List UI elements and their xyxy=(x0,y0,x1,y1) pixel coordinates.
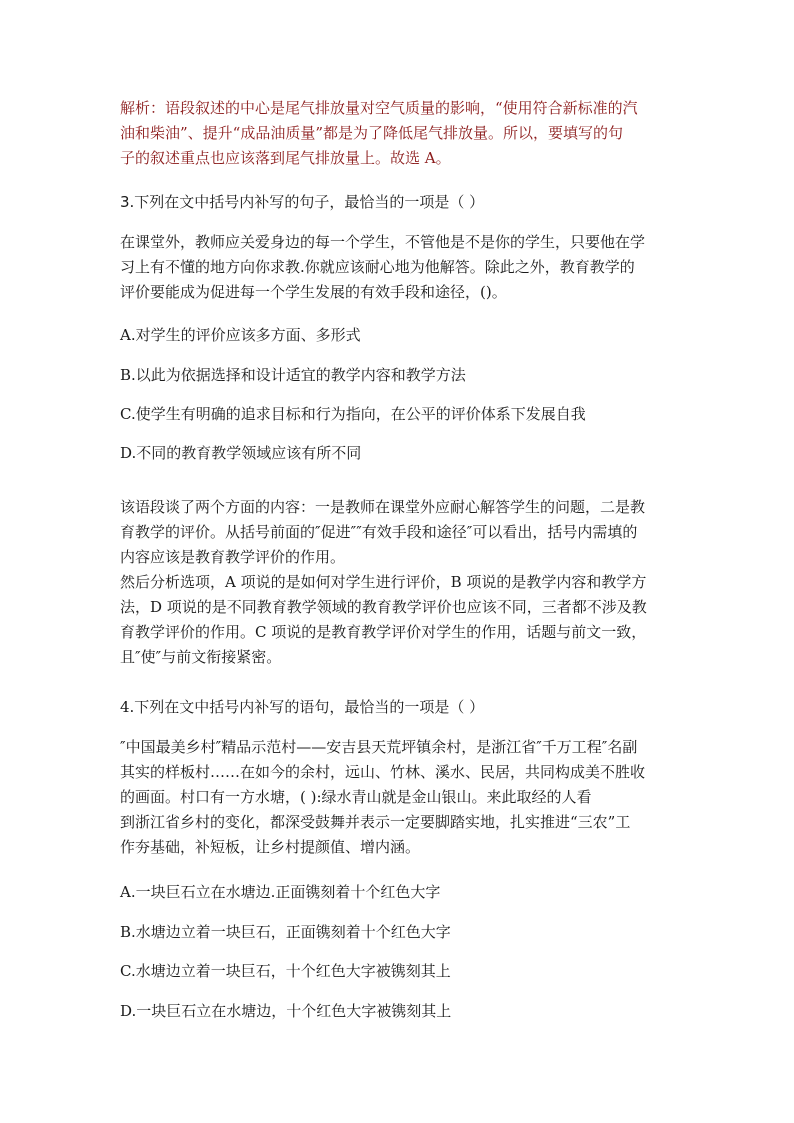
question-title-text: 4.下列在文中括号内补写的语句，最恰当的一项是（ ） xyxy=(120,698,485,716)
option-a xyxy=(120,880,690,905)
option-text: D.一块巨石立在水塘边，十个红色大字被镌刻其上 xyxy=(120,1002,452,1020)
passage-line: 作夯基础，补短板，让乡村提颜值、增内涵。 xyxy=(120,838,421,856)
option-text: B.水塘边立着一块巨石，正面镌刻着十个红色大字 xyxy=(120,923,451,941)
option-b xyxy=(120,363,690,388)
passage-line: 评价要能成为促进每一个学生发展的有效手段和途径，()。 xyxy=(120,283,507,301)
question-4-passage xyxy=(120,735,690,860)
analysis-line: 育教学评价的作用。C 项说的是教育教学评价对学生的作用，话题与前文一致， xyxy=(120,623,647,641)
passage-line: 的画面。村口有一方水塘，( ):绿水青山就是金山银山。来此取经的人看 xyxy=(120,788,592,806)
passage-line: ″中国最美乡村″精品示范村——安吉县天荒坪镇余村，是浙江省″千万工程″名副 xyxy=(120,738,638,756)
analysis-line: 内容应该是教育教学评价的作用。 xyxy=(120,548,346,566)
option-d xyxy=(120,999,690,1024)
question-3-passage xyxy=(120,230,690,305)
option-text: C.使学生有明确的追求目标和行为指向，在公平的评价体系下发展自我 xyxy=(120,405,586,423)
previous-answer-analysis xyxy=(120,96,690,171)
question-title-text: 3.下列在文中括号内补写的句子，最恰当的一项是（ ） xyxy=(120,193,485,211)
analysis-line: 子的叙述重点也应该落到尾气排放量上。故选 A。 xyxy=(120,149,451,167)
analysis-line: 且″使″与前文衔接紧密。 xyxy=(120,648,282,666)
passage-line: 在课堂外，教师应关爱身边的每一个学生，不管他是不是你的学生，只要他在学 xyxy=(120,233,646,251)
analysis-line: 育教学的评价。从括号前面的″促进″″有效手段和途径″可以看出，括号内需填的 xyxy=(120,523,638,541)
analysis-line: 然后分析选项，A 项说的是如何对学生进行评价，B 项说的是教学内容和教学方 xyxy=(120,573,647,591)
analysis-line: 该语段谈了两个方面的内容：一是教师在课堂外应耐心解答学生的问题，二是教 xyxy=(120,498,646,516)
question-3-analysis xyxy=(120,495,690,670)
passage-line: 其实的样板村……在如今的余村，远山、竹林、溪水、民居，共同构成美不胜收 xyxy=(120,763,646,781)
option-a xyxy=(120,323,690,348)
option-text: D.不同的教育教学领域应该有所不同 xyxy=(120,444,362,462)
option-b xyxy=(120,920,690,945)
option-text: B.以此为依据选择和设计适宜的教学内容和教学方法 xyxy=(120,366,466,384)
option-d xyxy=(120,441,690,466)
question-3-title xyxy=(120,190,690,215)
question-4-title xyxy=(120,695,690,720)
option-text: A.一块巨石立在水塘边.正面镌刻着十个红色大字 xyxy=(120,883,441,901)
passage-line: 到浙江省乡村的变化，都深受鼓舞并表示一定要脚踏实地，扎实推进“三农”工 xyxy=(120,813,631,831)
option-text: A.对学生的评价应该多方面、多形式 xyxy=(120,326,361,344)
analysis-line: 法，D 项说的是不同教育教学领域的教育教学评价也应该不同，三者都不涉及教 xyxy=(120,598,647,616)
option-text: C.水塘边立着一块巨石，十个红色大字被镌刻其上 xyxy=(120,962,451,980)
option-c xyxy=(120,402,690,427)
analysis-line: 油和柴油”、提升“成品油质量”都是为了降低尾气排放量。所以，要填写的句 xyxy=(120,124,624,142)
option-c xyxy=(120,959,690,984)
passage-line: 习上有不懂的地方向你求教.你就应该耐心地为他解答。除此之外，教育教学的 xyxy=(120,258,635,276)
analysis-line: 解析：语段叙述的中心是尾气排放量对空气质量的影响，“使用符合新标准的汽 xyxy=(120,99,638,117)
